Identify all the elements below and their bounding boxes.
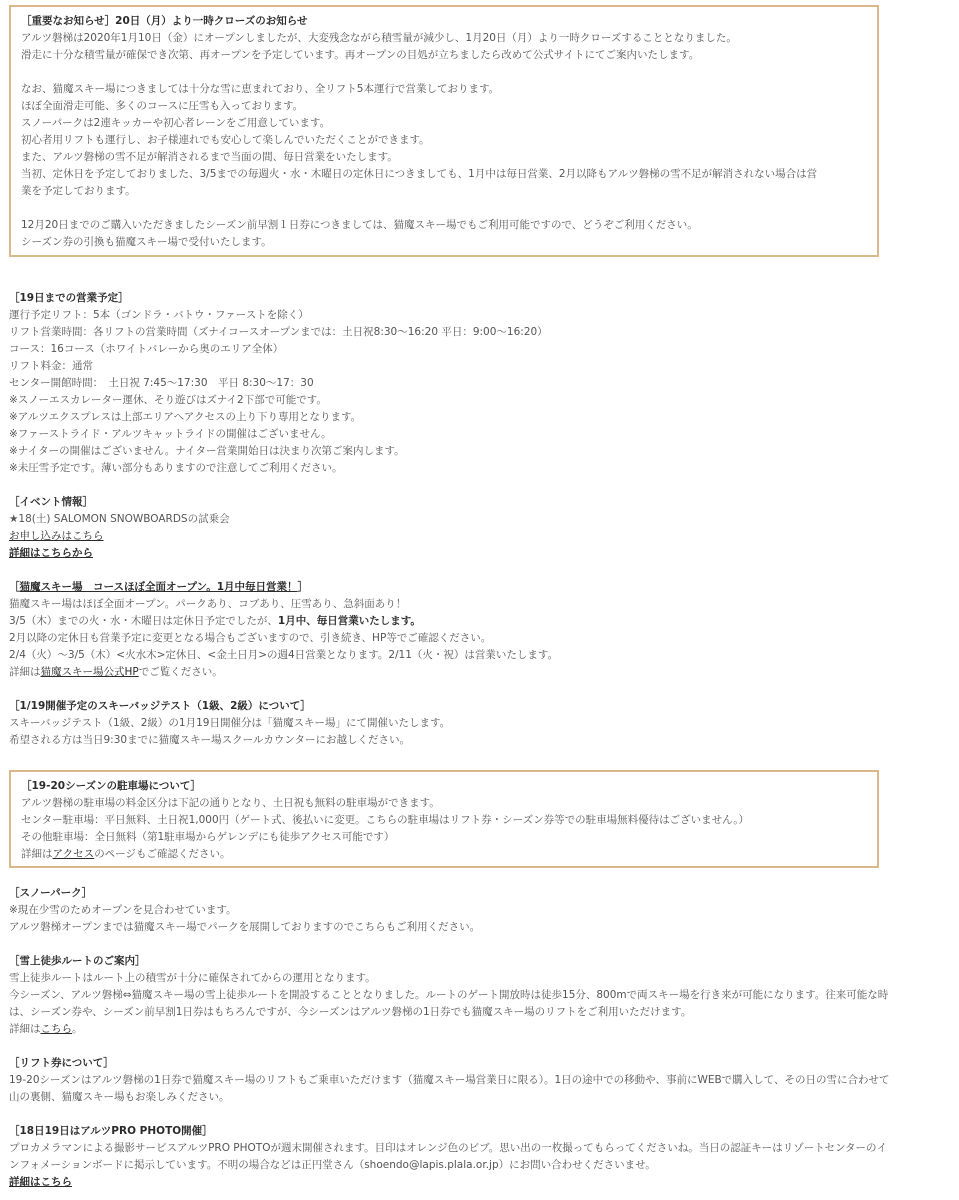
notice-line: 12月20日までのご購入いただきましたシーズン前早割１日券につきましては、猫魔スキー場でもご利用可能ですので、どうぞご利用ください。 — [21, 219, 698, 231]
photo-title: ［18日19日はアルツPRO PHOTO開催］ — [9, 1125, 213, 1137]
badge-test-title: ［1/19開催予定のスキーバッジテスト（1級、2級）について］ — [9, 700, 311, 712]
nekoma-line-text: 詳細は — [9, 666, 41, 678]
nekoma-line: 2/4（火）～3/5（木）<火水木>定休日、<金土日月>の週4日営業となります。2/11（火・祝）は営業いたします。 — [9, 649, 559, 661]
photo-details-link[interactable]: 詳細はこちら — [9, 1176, 72, 1188]
notice-line — [21, 200, 867, 217]
parking-line: その他駐車場：全日無料（第1駐車場からゲレンデにも徒歩アクセス可能です） — [21, 831, 395, 843]
schedule-line: ※スノーエスカレーター運休、そり遊びはズナイ2下部で可能です。 — [9, 394, 327, 406]
badge-test-line: スキーバッジテスト（1級、2級）の1月19日開催分は「猫魔スキー場」にて開催いたします。 — [9, 717, 451, 729]
notice-line: スノーパークは2連キッカーや初心者レーンをご用意しています。 — [21, 117, 331, 129]
schedule-line: ※ナイターの開催はございません。ナイター営業開始日は決まり次第ご案内します。 — [9, 445, 405, 457]
parking-line: アルツ磐梯の駐車場の料金区分は下記の通りとなり、土日祝も無料の駐車場ができます。 — [21, 797, 440, 809]
route-line — [9, 1021, 944, 1038]
lift-ticket-title: ［リフト券について］ — [9, 1057, 114, 1069]
schedule-title: ［19日までの営業予定］ — [9, 292, 129, 304]
parking-box — [9, 770, 879, 868]
nekoma-line — [9, 664, 944, 681]
snowpark-line: アルツ磐梯オープンまでは猫魔スキー場でパークを展開しておりますのでこちらもご利用ください。 — [9, 921, 481, 933]
nekoma-line-text: でご覧ください。 — [138, 666, 223, 678]
snowpark-line: ※現在少雪のためオープンを見合わせています。 — [9, 904, 237, 916]
notice-title: ［重要なお知らせ］20日（月）より一時クローズのお知らせ — [21, 15, 308, 27]
schedule-line: ※アルツエクスプレスは上部エリアへアクセスの上り下り専用となります。 — [9, 411, 362, 423]
lift-ticket-line: 山の裏側、猫魔スキー場もお楽しみください。 — [9, 1091, 230, 1103]
route-line: 今シーズン、アルツ磐梯⇔猫魔スキー場の雪上徒歩ルートを開設することとなりました。ルートのゲート開放時は徒歩15分、800mで両スキー場を行き来が可能になります。往来可能な時 — [9, 989, 889, 1001]
events-title: ［イベント情報］ — [9, 496, 93, 508]
route-line-text: 。 — [72, 1023, 83, 1035]
lift-ticket-line: 19-20シーズンはアルツ磐梯の1日券で猫魔スキー場のリフトもご乗車いただけます（猫魔スキー場営業日に限る）。1日の途中での移動や、事前にWEBで購入して、その日の雪に合わせて — [9, 1074, 890, 1086]
notice-line: 業を予定しております。 — [21, 185, 136, 197]
notice-line: なお、猫魔スキー場につきましては十分な雪に恵まれており、全リフト5本運行で営業しております。 — [21, 83, 500, 95]
schedule-line: ※未圧雪予定です。薄い部分もありますので注意してご利用ください。 — [9, 462, 343, 474]
route-line: 雪上徒歩ルートはルート上の積雪が十分に確保されてからの運用となります。 — [9, 972, 376, 984]
route-line: は、シーズン券や、シーズン前早割1日券はもちろんですが、今シーズンはアルツ磐梯の1日券でも猫魔スキー場のリフトをご利用いただけます。 — [9, 1006, 692, 1018]
snowpark-title: ［スノーパーク］ — [9, 887, 93, 899]
bracket-close: ］ — [297, 581, 308, 593]
parking-line-text: 詳細は — [21, 848, 53, 860]
nekoma-line-emphasis: 1月中、毎日営業いたします。 — [277, 615, 421, 627]
schedule-line: リフト営業時間：各リフトの営業時間（ズナイコースオープンまでは：土日祝8:30～16:20 平日：9:00～16:20） — [9, 326, 548, 338]
nekoma-line — [9, 613, 944, 630]
notice-line: 滑走に十分な積雪量が確保でき次第、再オープンを予定しています。再オープンの目処が立ちましたら改めて公式サイトにてご案内いたします。 — [21, 49, 700, 61]
event-details-link[interactable]: 詳細はこちらから — [9, 547, 93, 559]
notice-line: アルツ磐梯は2020年1月10日（金）にオープンしましたが、大変残念ながら積雪量が減少し、1月20日（月）より一時クローズすることとなりました。 — [21, 32, 737, 44]
access-link[interactable]: アクセス — [52, 848, 95, 860]
nekoma-title-link[interactable]: 猫魔スキー場 コースほぼ全面オープン。1月中毎日営業！ — [19, 581, 298, 593]
photo-line: プロカメラマンによる撮影サービスアルツPRO PHOTOが週末開催されます。目印はオレンジ色のビブ。思い出の一枚撮ってもらってくださいね。当日の認証キーはリゾートセンターのイ — [9, 1142, 888, 1154]
event-item: ★18(土) SALOMON SNOWBOARDSの試乗会 — [9, 513, 230, 525]
parking-line — [21, 846, 867, 863]
notice-line — [21, 64, 867, 81]
parking-line: センター駐車場：平日無料、土日祝1,000円（ゲート式、後払いに変更。こちらの駐車場はリフト券・シーズン券等での駐車場無料優待はございません。） — [21, 814, 749, 826]
route-line-text: 詳細は — [9, 1023, 41, 1035]
schedule-line: ※ファーストライド・アルツキャットライドの開催はございません。 — [9, 428, 332, 440]
parking-title: ［19-20シーズンの駐車場について］ — [21, 780, 201, 792]
lower-sections — [9, 885, 944, 1191]
notice-line: シーズン券の引換も猫魔スキー場で受付いたします。 — [21, 236, 272, 248]
schedule-line: 運行予定リフト：5本（ゴンドラ・バトウ・ファーストを除く） — [9, 309, 309, 321]
notice-line: 当初、定休日を予定しておりました、3/5までの毎週火・水・木曜日の定休日につきましても、1月中は毎日営業、2月以降もアルツ磐梯の雪不足が解消されない場合は営 — [21, 168, 818, 180]
schedule-line: コース：16コース（ホワイトバレーから奥のエリア全体） — [9, 343, 284, 355]
nekoma-line: 2月以降の定休日も営業予定に変更となる場合もございますので、引き続き、HP等でご確認ください。 — [9, 632, 492, 644]
nekoma-line: 猫魔スキー場はほぼ全面オープン。パークあり、コブあり、圧雪あり、急斜面あり！ — [9, 598, 407, 610]
route-title: ［雪上徒歩ルートのご案内］ — [9, 955, 146, 967]
route-details-link[interactable]: こちら — [40, 1023, 72, 1035]
nekoma-line-text: 3/5（木）までの火・水・木曜日は定休日予定でしたが、 — [9, 615, 278, 627]
important-notice-box — [9, 5, 879, 257]
notice-line: また、アルツ磐梯の雪不足が解消されるまで当面の間、毎日営業をいたします。 — [21, 151, 398, 163]
event-apply-link[interactable]: お申し込みはこちら — [9, 530, 104, 542]
schedule-line: センター開館時間： 土日祝 7:45～17:30 平日 8:30～17：30 — [9, 377, 314, 389]
parking-line-text: のページもご確認ください。 — [94, 848, 231, 860]
bracket-open: ［ — [9, 581, 20, 593]
nekoma-official-hp-link[interactable]: 猫魔スキー場公式HP — [40, 666, 139, 678]
notice-line: ほぼ全面滑走可能、多くのコースに圧雪も入っております。 — [21, 100, 304, 112]
notice-line: 初心者用リフトも運行し、お子様連れでも安心して楽しんでいただくことができます。 — [21, 134, 430, 146]
photo-line: ンフォメーションボードに掲示しています。不明の場合などは正円堂さん（shoendo@lapis.plala.or.jp）にお問い合わせくださいませ。 — [9, 1159, 656, 1171]
nekoma-title — [9, 579, 944, 596]
schedule-line: リフト料金：通常 — [9, 360, 93, 372]
badge-test-line: 希望される方は当日9:30までに猫魔スキー場スクールカウンターにお越しください。 — [9, 734, 410, 746]
schedule-section — [9, 290, 944, 749]
